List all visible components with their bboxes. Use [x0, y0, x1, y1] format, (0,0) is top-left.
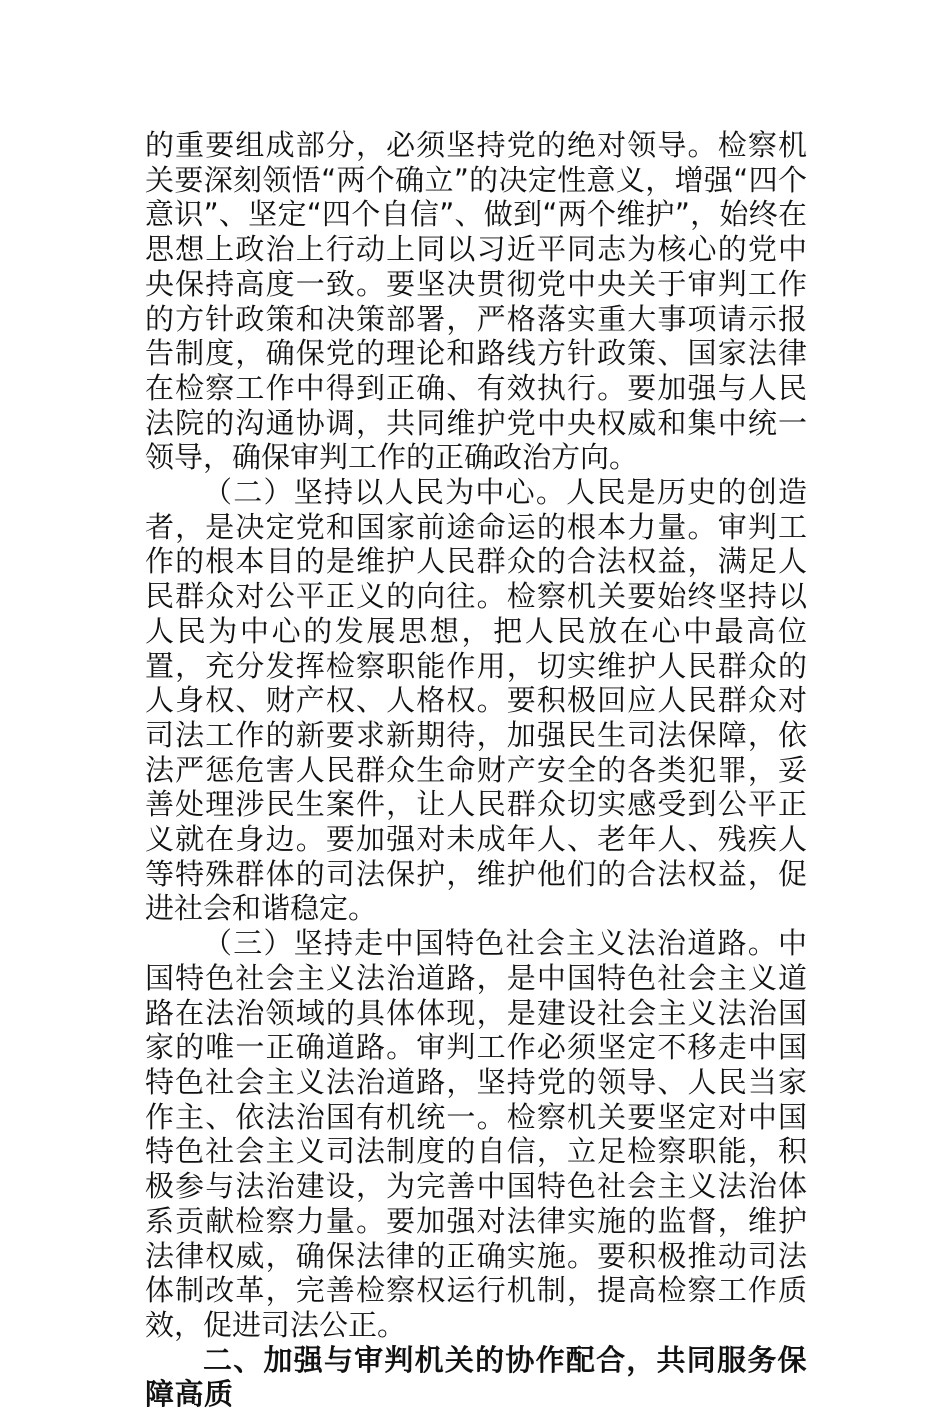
paragraph-rule-of-law-path: （三）坚持走中国特色社会主义法治道路。中国特色社会主义法治道路，是中国特色社会主义道路在法治领域的具体体现，是建设社会主义法治国家的唯一正确道路。审判工作必须坚定不移走中国特色社会主义法治道路，坚持党的领导、人民当家作主、依法治国有机统一。检察机关要坚定对中国特色社会主义司法制度的自信，立足检察职能，积极参与法治建设，为完善中国特色社会主义法治体系贡献检察力量。要加强对法律实施的监督，维护法律权威，确保法律的正确实施。要积极推动司法体制改革，完善检察权运行机制，提高检察工作质效，促进司法公正。	[145, 926, 807, 1342]
paragraph-party-leadership-continued: 的重要组成部分，必须坚持党的绝对领导。检察机关要深刻领悟“两个确立”的决定性意义，增强“四个意识”、坚定“四个自信”、做到“两个维护”，始终在思想上政治上行动上同以习近平同志为核心的党中央保持高度一致。要坚决贯彻党中央关于审判工作的方针政策和决策部署，严格落实重大事项请示报告制度，确保党的理论和路线方针政策、国家法律在检察工作中得到正确、有效执行。要加强与人民法院的沟通协调，共同维护党中央权威和集中统一领导，确保审判工作的正确政治方向。	[145, 128, 807, 475]
paragraph-people-centered: （二）坚持以人民为中心。人民是历史的创造者，是决定党和国家前途命运的根本力量。审判工作的根本目的是维护人民群众的合法权益，满足人民群众对公平正义的向往。检察机关要始终坚持以人民为中心的发展思想，把人民放在心中最高位置，充分发挥检察职能作用，切实维护人民群众的人身权、财产权、人格权。要积极回应人民群众对司法工作的新要求新期待，加强民生司法保障，依法严惩危害人民群众生命财产安全的各类犯罪，妥善处理涉民生案件，让人民群众切实感受到公平正义就在身边。要加强对未成年人、老年人、残疾人等特殊群体的司法保护，维护他们的合法权益，促进社会和谐稳定。	[145, 475, 807, 926]
document-body	[145, 128, 807, 1412]
section-heading-two: 二、加强与审判机关的协作配合，共同服务保障高质	[145, 1342, 807, 1412]
